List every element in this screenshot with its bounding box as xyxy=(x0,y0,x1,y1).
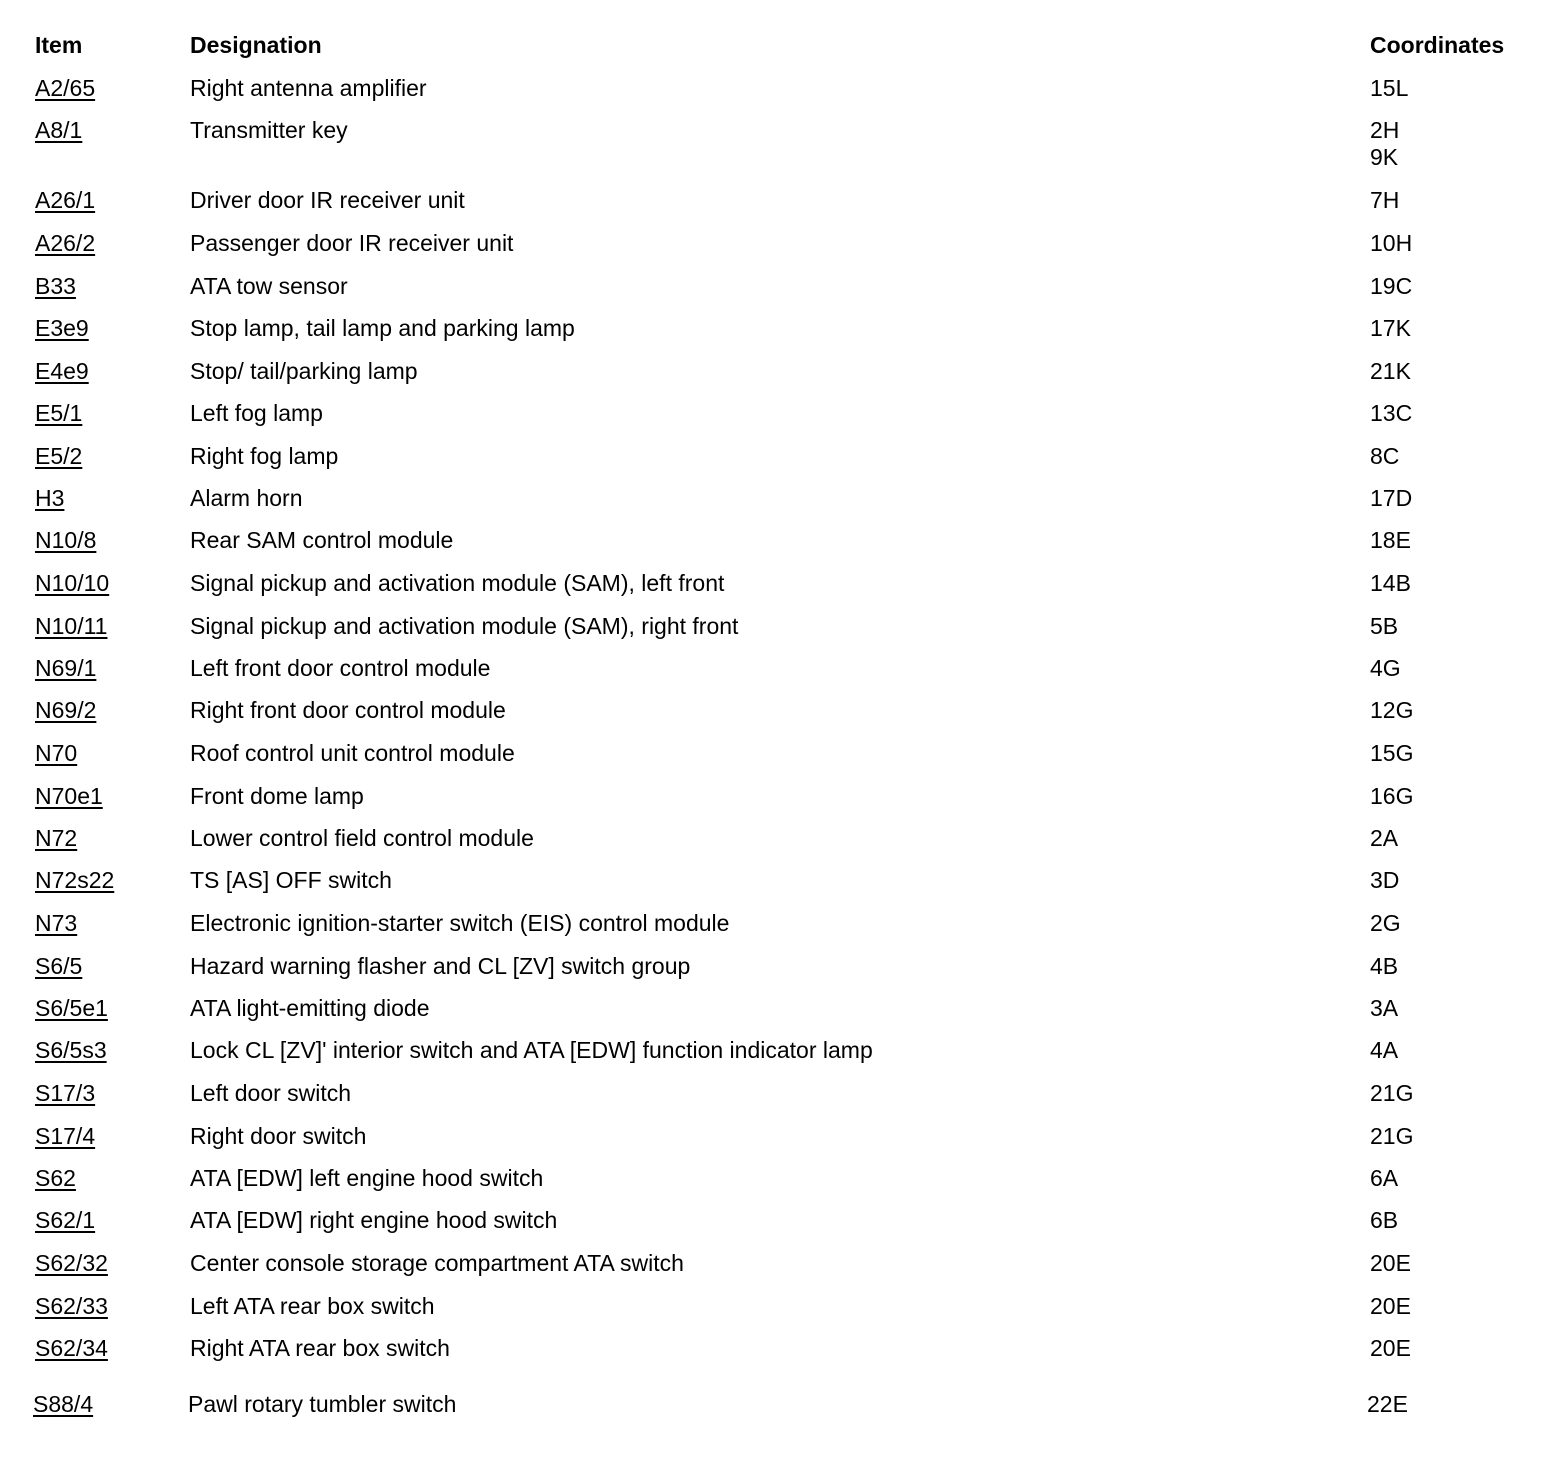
item-link[interactable]: B33 xyxy=(35,273,76,299)
designation-text: ATA [EDW] left engine hood switch xyxy=(190,1165,544,1191)
coordinates-cell xyxy=(1370,867,1399,894)
coordinates-cell xyxy=(1370,1080,1413,1107)
coordinate-value: 7H xyxy=(1370,187,1400,213)
table-row xyxy=(0,485,1568,519)
table-row xyxy=(0,1391,1568,1425)
coordinate-value: 9K xyxy=(1370,144,1399,170)
coordinate-value: 3D xyxy=(1370,867,1400,893)
designation-text: Lock CL [ZV]' interior switch and ATA [EDW] function indicator lamp xyxy=(190,1037,873,1063)
item-link[interactable]: H3 xyxy=(35,485,65,511)
item-link[interactable]: S6/5 xyxy=(35,953,83,979)
table-row xyxy=(0,527,1568,561)
coordinates-cell xyxy=(1370,783,1413,810)
item-link[interactable]: E5/2 xyxy=(35,443,83,469)
table-row xyxy=(0,443,1568,477)
item-link[interactable]: A26/1 xyxy=(35,187,96,213)
coordinate-value: 12G xyxy=(1370,697,1414,723)
designation-text: Left door switch xyxy=(190,1080,352,1106)
coordinate-value: 4G xyxy=(1370,655,1401,681)
table-row xyxy=(0,1293,1568,1327)
coordinates-cell xyxy=(1370,443,1399,470)
item-link[interactable]: A8/1 xyxy=(35,117,83,143)
designation-text: Left front door control module xyxy=(190,655,491,681)
coordinate-value: 2H xyxy=(1370,117,1400,143)
designation-text: Right ATA rear box switch xyxy=(190,1335,450,1361)
table-row xyxy=(0,613,1568,647)
table-row xyxy=(0,1335,1568,1369)
coordinates-cell xyxy=(1370,1037,1398,1064)
designation-text: Signal pickup and activation module (SAM), right front xyxy=(190,613,739,639)
item-link[interactable]: E4e9 xyxy=(35,358,89,384)
coordinate-value: 15L xyxy=(1370,75,1409,101)
item-link[interactable]: S17/3 xyxy=(35,1080,96,1106)
designation-text: Right door switch xyxy=(190,1123,367,1149)
item-link[interactable]: A26/2 xyxy=(35,230,96,256)
item-link[interactable]: E3e9 xyxy=(35,315,89,341)
designation-text: Center console storage compartment ATA switch xyxy=(190,1250,684,1276)
coordinate-value: 3A xyxy=(1370,995,1399,1021)
coordinate-value: 21G xyxy=(1370,1080,1414,1106)
table-row xyxy=(0,953,1568,987)
designation-text: Right antenna amplifier xyxy=(190,75,427,101)
item-link[interactable]: S6/5e1 xyxy=(35,995,108,1021)
designation-text: TS [AS] OFF switch xyxy=(190,867,392,893)
designation-text: Rear SAM control module xyxy=(190,527,454,553)
table-row xyxy=(0,910,1568,944)
table-row xyxy=(0,1250,1568,1284)
coordinates-cell xyxy=(1370,613,1398,640)
item-link[interactable]: S17/4 xyxy=(35,1123,96,1149)
coordinate-value: 19C xyxy=(1370,273,1413,299)
coordinates-cell xyxy=(1370,1123,1413,1150)
table-row xyxy=(0,783,1568,817)
item-link[interactable]: N10/10 xyxy=(35,570,110,596)
header-coordinates: Coordinates xyxy=(1370,32,1505,58)
coordinates-cell xyxy=(1370,697,1413,724)
item-link[interactable]: N10/8 xyxy=(35,527,97,553)
coordinates-cell xyxy=(1370,953,1398,980)
coordinate-value: 2A xyxy=(1370,825,1399,851)
table-row xyxy=(0,697,1568,731)
designation-text: Pawl rotary tumbler switch xyxy=(188,1391,457,1417)
item-link[interactable]: E5/1 xyxy=(35,400,83,426)
coordinates-cell xyxy=(1370,910,1401,937)
coordinates-cell xyxy=(1370,485,1412,512)
coordinates-cell xyxy=(1370,570,1411,597)
coordinate-value: 20E xyxy=(1370,1250,1411,1276)
table-row xyxy=(0,740,1568,774)
coordinate-value: 18E xyxy=(1370,527,1411,553)
coordinate-value: 15G xyxy=(1370,740,1414,766)
coordinate-value: 21K xyxy=(1370,358,1411,384)
table-header-row xyxy=(0,32,1568,66)
table-row xyxy=(0,1165,1568,1199)
coordinate-value: 6B xyxy=(1370,1207,1399,1233)
coordinate-value: 22E xyxy=(1367,1391,1408,1417)
coordinate-value: 6A xyxy=(1370,1165,1399,1191)
coordinates-cell xyxy=(1370,315,1411,342)
table-row xyxy=(0,655,1568,689)
coordinate-value: 5B xyxy=(1370,613,1399,639)
coordinates-cell xyxy=(1370,187,1399,214)
table-row xyxy=(0,1207,1568,1241)
item-link[interactable]: S62/32 xyxy=(35,1250,108,1276)
item-link[interactable]: N69/1 xyxy=(35,655,97,681)
table-row xyxy=(0,358,1568,392)
coordinate-value: 20E xyxy=(1370,1293,1411,1319)
designation-text: ATA light-emitting diode xyxy=(190,995,430,1021)
coordinate-value: 20E xyxy=(1370,1335,1411,1361)
coordinates-cell xyxy=(1370,527,1411,554)
item-link[interactable]: S62 xyxy=(35,1165,76,1191)
item-link[interactable]: S6/5s3 xyxy=(35,1037,107,1063)
designation-text: Driver door IR receiver unit xyxy=(190,187,465,213)
designation-text: Electronic ignition-starter switch (EIS) control module xyxy=(190,910,730,936)
coordinates-cell xyxy=(1370,740,1413,767)
table-row xyxy=(0,1080,1568,1114)
table-row xyxy=(0,1037,1568,1071)
coordinates-cell xyxy=(1370,1207,1398,1234)
coordinate-value: 4A xyxy=(1370,1037,1399,1063)
table-row xyxy=(0,400,1568,434)
designation-text: Alarm horn xyxy=(190,485,303,511)
coordinate-value: 14B xyxy=(1370,570,1411,596)
coordinates-cell xyxy=(1370,1335,1411,1362)
coordinate-value: 10H xyxy=(1370,230,1413,256)
table-row xyxy=(0,75,1568,109)
designation-text: Front dome lamp xyxy=(190,783,364,809)
coordinate-value: 21G xyxy=(1370,1123,1414,1149)
coordinates-cell xyxy=(1370,273,1412,300)
table-row xyxy=(0,825,1568,859)
designation-text: ATA tow sensor xyxy=(190,273,348,299)
coordinates-cell xyxy=(1370,825,1398,852)
designation-text: Lower control field control module xyxy=(190,825,534,851)
item-link[interactable]: N70 xyxy=(35,740,78,766)
designation-text: Roof control unit control module xyxy=(190,740,515,766)
designation-text: Transmitter key xyxy=(190,117,348,143)
coordinate-value: 4B xyxy=(1370,953,1399,979)
item-link[interactable]: S62/33 xyxy=(35,1293,108,1319)
header-designation: Designation xyxy=(190,32,322,58)
table-row xyxy=(0,315,1568,349)
designation-text: ATA [EDW] right engine hood switch xyxy=(190,1207,558,1233)
item-link[interactable]: N73 xyxy=(35,910,78,936)
item-link[interactable]: S62/1 xyxy=(35,1207,96,1233)
coordinates-cell xyxy=(1370,1165,1398,1192)
designation-text: Left ATA rear box switch xyxy=(190,1293,435,1319)
table-row xyxy=(0,230,1568,264)
coordinate-value: 8C xyxy=(1370,443,1400,469)
designation-text: Stop/ tail/parking lamp xyxy=(190,358,418,384)
coordinates-cell xyxy=(1370,1293,1411,1320)
item-link[interactable]: A2/65 xyxy=(35,75,96,101)
designation-text: Left fog lamp xyxy=(190,400,323,426)
coordinate-value: 2G xyxy=(1370,910,1401,936)
coordinates-cell xyxy=(1370,358,1411,385)
table-row xyxy=(0,995,1568,1029)
item-link[interactable]: N72s22 xyxy=(35,867,115,893)
table-row xyxy=(0,570,1568,604)
coordinates-cell xyxy=(1370,230,1412,257)
coordinate-value: 17K xyxy=(1370,315,1411,341)
table-row xyxy=(0,187,1568,221)
coordinates-cell xyxy=(1367,1391,1408,1418)
header-item: Item xyxy=(35,32,83,58)
coordinates-cell xyxy=(1370,655,1401,682)
item-link[interactable]: N70e1 xyxy=(35,783,103,809)
item-link[interactable]: N72 xyxy=(35,825,78,851)
item-link[interactable]: S88/4 xyxy=(33,1391,94,1417)
designation-text: Passenger door IR receiver unit xyxy=(190,230,514,256)
table-row xyxy=(0,867,1568,901)
designation-text: Signal pickup and activation module (SAM), left front xyxy=(190,570,725,596)
coordinates-cell xyxy=(1370,1250,1411,1277)
designation-text: Stop lamp, tail lamp and parking lamp xyxy=(190,315,575,341)
designation-text: Right fog lamp xyxy=(190,443,339,469)
designation-text: Right front door control module xyxy=(190,697,506,723)
table-row xyxy=(0,117,1568,170)
item-link[interactable]: S62/34 xyxy=(35,1335,108,1361)
coordinates-cell xyxy=(1370,995,1398,1022)
coordinates-cell xyxy=(1370,75,1408,102)
item-link[interactable]: N10/11 xyxy=(35,613,108,639)
designation-text: Hazard warning flasher and CL [ZV] switch group xyxy=(190,953,691,979)
table-row xyxy=(0,273,1568,307)
item-link[interactable]: N69/2 xyxy=(35,697,97,723)
coordinates-cell xyxy=(1370,400,1412,427)
coordinate-value: 16G xyxy=(1370,783,1414,809)
coordinates-cell xyxy=(1370,117,1399,171)
coordinate-value: 13C xyxy=(1370,400,1413,426)
coordinate-value: 17D xyxy=(1370,485,1413,511)
table-row xyxy=(0,1123,1568,1157)
